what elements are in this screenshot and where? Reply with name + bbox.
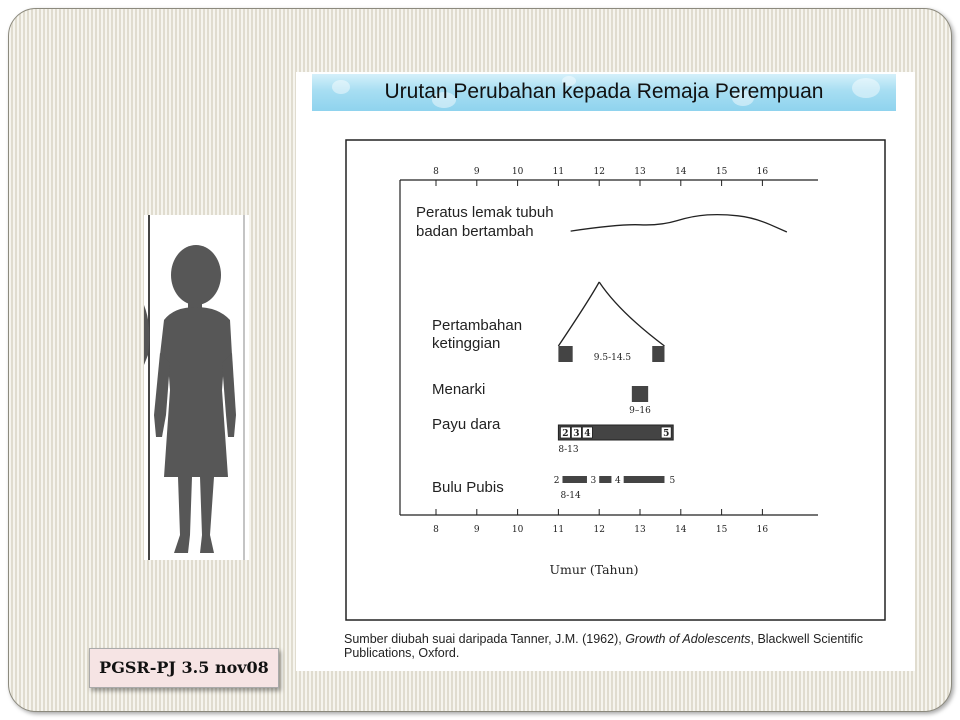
bottom-tick-label: 14: [675, 525, 687, 535]
height-growth-bar: [558, 346, 572, 362]
height-growth-rise: [558, 282, 599, 346]
slide-title: Urutan Perubahan kepada Remaja Perempuan: [384, 80, 824, 103]
bottom-tick-label: 15: [715, 525, 728, 535]
body-fat-curve: [571, 215, 787, 232]
top-tick-label: 12: [593, 167, 605, 177]
pubic-stage-label: 2: [553, 476, 560, 486]
breast-stage-label: 3: [573, 429, 580, 439]
row-label: Bulu Pubis: [432, 479, 504, 496]
source-citation: [344, 632, 904, 660]
top-tick-label: 11: [552, 167, 565, 177]
source-suffix: , Blackwell Scientific Publications, Oxford.: [344, 632, 864, 660]
menarche-range: 9–16: [629, 406, 651, 416]
pubic-stage-bar: [599, 476, 611, 483]
source-prefix: Sumber diubah suai daripada Tanner, J.M. (1962),: [344, 632, 626, 646]
top-tick-label: 15: [715, 167, 728, 177]
row-label: Menarki: [432, 381, 486, 398]
top-tick-label: 16: [756, 167, 769, 177]
pubic-stage-label: 4: [614, 476, 621, 486]
top-tick-label: 9: [473, 167, 480, 177]
breast-stage-label: 5: [663, 429, 670, 439]
height-growth-range: 9.5-14.5: [593, 353, 632, 363]
row-label: Payu dara: [432, 416, 501, 433]
bottom-tick-label: 11: [552, 525, 565, 535]
x-axis-title: Umur (Tahun): [549, 562, 639, 577]
pubic-stage-label: 5: [669, 476, 676, 486]
bottom-tick-label: 12: [593, 525, 605, 535]
footer-badge: [89, 648, 279, 688]
top-tick-label: 14: [675, 167, 687, 177]
footer-label: PGSR-PJ 3.5 nov08: [99, 658, 269, 677]
top-tick-label: 8: [433, 167, 439, 177]
pubic-stage-bar: [624, 476, 665, 483]
pubic-stage-bar: [562, 476, 586, 483]
puberty-timeline-chart: [296, 72, 915, 632]
bottom-tick-label: 10: [511, 525, 524, 535]
bottom-tick-label: 13: [634, 525, 646, 535]
menarche-bar: [632, 386, 648, 402]
row-label: ketinggian: [432, 335, 501, 352]
bottom-tick-label: 9: [473, 525, 480, 535]
breast-range: 8-13: [558, 445, 579, 455]
bottom-tick-label: 16: [756, 525, 769, 535]
row-label: badan bertambah: [416, 223, 534, 240]
girl-silhouette-photo: [144, 215, 249, 560]
top-tick-label: 13: [634, 167, 646, 177]
height-growth-fall: [599, 282, 664, 346]
row-label: Pertambahan: [432, 317, 523, 334]
top-tick-label: 10: [511, 167, 524, 177]
pubic-stage-label: 3: [590, 476, 597, 486]
breast-stage-label: 2: [562, 429, 569, 439]
pubic-range: 8-14: [560, 491, 581, 501]
source-book-title: Growth of Adolescents: [625, 632, 751, 646]
height-growth-bar: [652, 346, 664, 362]
row-label: Peratus lemak tubuh: [416, 204, 554, 221]
bottom-tick-label: 8: [433, 525, 439, 535]
breast-stage-label: 4: [584, 429, 591, 439]
